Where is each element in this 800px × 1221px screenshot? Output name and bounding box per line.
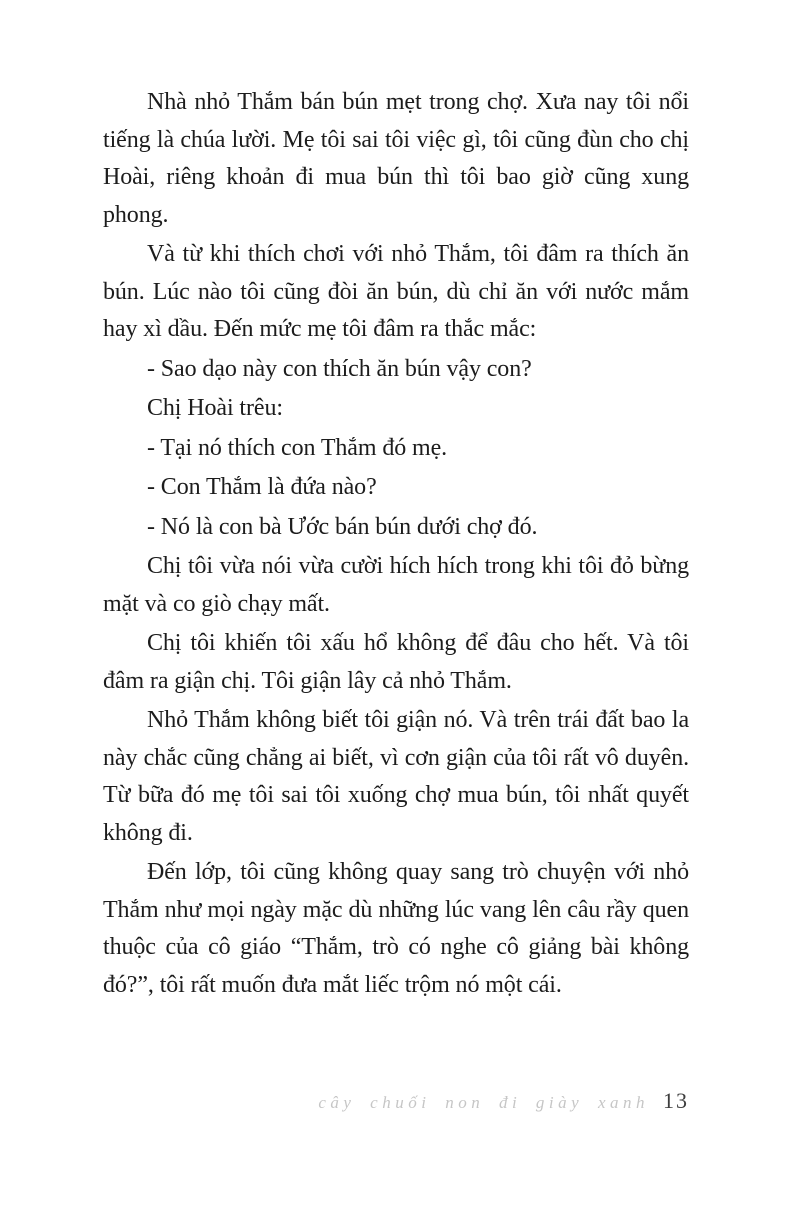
paragraph: - Sao dạo này con thích ăn bún vậy con? [147, 355, 532, 382]
page-footer [318, 1088, 689, 1114]
paragraph: Và từ khi thích chơi với nhỏ Thắm, tôi đâm ra thích ăn bún. Lúc nào tôi cũng đòi ăn bún, dù chỉ ăn với nước mắm hay xì dầu. Đến mức mẹ tôi đâm ra thắc mắc: [103, 241, 689, 342]
paragraph: Chị tôi khiến tôi xấu hổ không để đâu cho hết. Và tôi đâm ra giận chị. Tôi giận lây cả nhỏ Thắm. [103, 630, 689, 694]
paragraph: Nhỏ Thắm không biết tôi giận nó. Và trên trái đất bao la này chắc cũng chẳng ai biết, vì cơn giận của tôi rất vô duyên. Từ bữa đó mẹ tôi sai tôi xuống chợ mua bún, tôi nhất quyết không đi. [103, 707, 689, 846]
paragraph: Nhà nhỏ Thắm bán bún mẹt trong chợ. Xưa nay tôi nổi tiếng là chúa lười. Mẹ tôi sai tôi việc gì, tôi cũng đùn cho chị Hoài, riêng khoản đi mua bún thì tôi bao giờ cũng xung phong. [103, 89, 689, 228]
running-title: cây chuối non đi giày xanh [318, 1093, 649, 1112]
paragraph: Chị Hoài trêu: [147, 395, 283, 421]
paragraph: - Con Thắm là đứa nào? [147, 474, 377, 500]
paragraph: - Nó là con bà Ước bán bún dưới chợ đó. [147, 513, 538, 540]
paragraph: - Tại nó thích con Thắm đó mẹ. [147, 434, 448, 461]
page-body-text [103, 84, 689, 1006]
paragraph: Chị tôi vừa nói vừa cười hích hích trong khi tôi đỏ bừng mặt và co giò chạy mất. [103, 553, 689, 617]
page-number: 13 [663, 1088, 689, 1113]
paragraph: Đến lớp, tôi cũng không quay sang trò chuyện với nhỏ Thắm như mọi ngày mặc dù những lúc vang lên câu rầy quen thuộc của cô giáo “Thắm, trò có nghe cô giảng bài không đó?”, tôi rất muốn đưa mắt liếc trộm nó một cái. [103, 859, 689, 998]
